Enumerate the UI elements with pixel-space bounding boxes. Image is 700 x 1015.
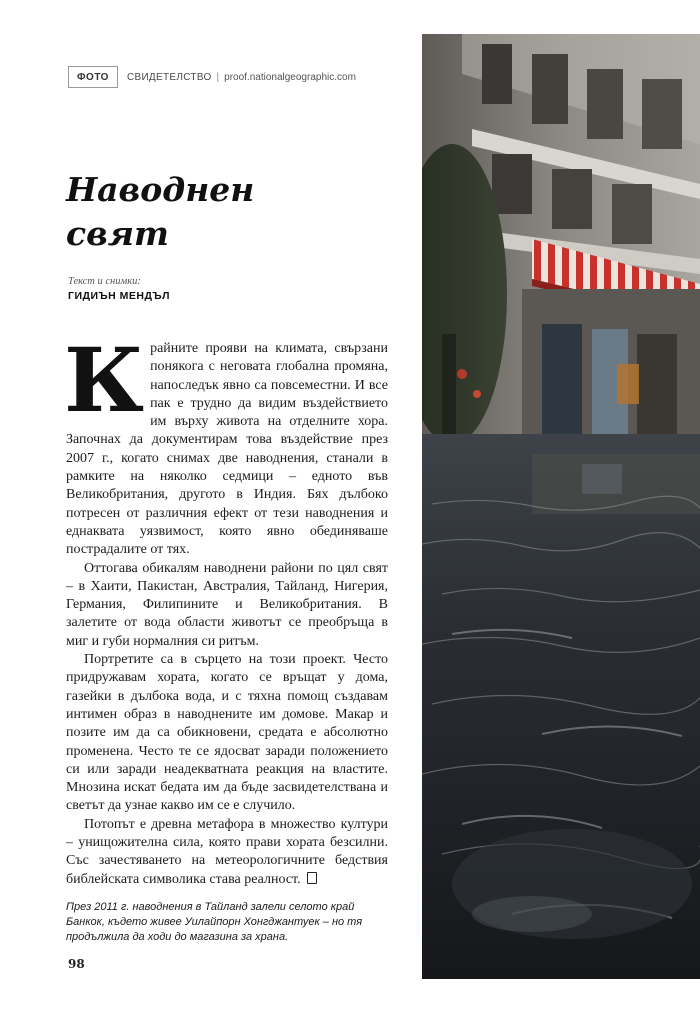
- photo-illustration: [422, 34, 700, 979]
- paragraph-4: [66, 816, 388, 889]
- end-mark-icon: [307, 872, 317, 884]
- section-name: СВИДЕТЕЛСТВО: [126, 71, 212, 83]
- flooded-street-photo: [422, 34, 700, 979]
- section-badge: ФОТО: [68, 66, 118, 88]
- article-title: [66, 168, 366, 256]
- title-line-1: Наводнен: [66, 170, 255, 209]
- article-body: [64, 328, 388, 889]
- title-line-2: свят: [66, 214, 169, 253]
- paragraph-3: Портретите са в сърцето на този проект. Често придружавам хората, когато се връщат у дома, газейки в дълбока вода, и с тяхна помощ създавам интимен образ в наводнените им домове. Макар и позите им да са обикновени, средата е абсолютно променена. Често те се ядосват заради положението си или заради неадекватната реакция на властите. Мнозина искат бедата им да бъде засвидетелствана и светът да узнае какво им се е случило.: [66, 652, 388, 814]
- header-separator: |: [216, 71, 220, 83]
- source-url[interactable]: proof.nationalgeographic.com: [224, 71, 356, 83]
- paragraph-4-text: Потопът е древна метафора в множество култури – унищожителна сила, която прави хората безсилни. Със зачестяването на метеорологичните бедствия библейската символика става реалност.: [66, 816, 388, 887]
- page-header: [68, 66, 356, 88]
- paragraph-1: [64, 328, 388, 560]
- drop-cap: К: [64, 328, 145, 432]
- paragraph-2: Оттогава обикалям наводнени райони по цял свят – в Хаити, Пакистан, Австралия, Тайланд, Нигерия, Германия, Филипините и Великобритания. В залетите от вода области животът се преобръща в миг и губи нормалния си ритъм.: [66, 560, 388, 649]
- photo-caption: През 2011 г. наводнения в Тайланд залели селото край Банкок, където живее Уилайпорн Хонгджантуек – но тя продължила да ходи до магазина за храна.: [66, 901, 363, 943]
- page-number: 98: [68, 957, 85, 971]
- byline-label: Текст и снимки:: [68, 276, 141, 287]
- byline-author: ГИДИЪН МЕНДЪЛ: [68, 290, 170, 302]
- paragraph-1-text: райните прояви на климата, свързани понякога с неговата глобална промяна, напоследък явно са повсеместни. И все пак е трудно да видим въздействието им върху живота на отделните хора. Започнах да документирам това въздействие през 2007 г., когато снимах две наводнения, станали в рамките на няколко седмици – едното във Великобритания, другото в Индия. Бях дълбоко потресен от различния ефект от тези наводнения и еднаквата уязвимост, която явно обединяваше пострадалите от тях.: [66, 341, 388, 558]
